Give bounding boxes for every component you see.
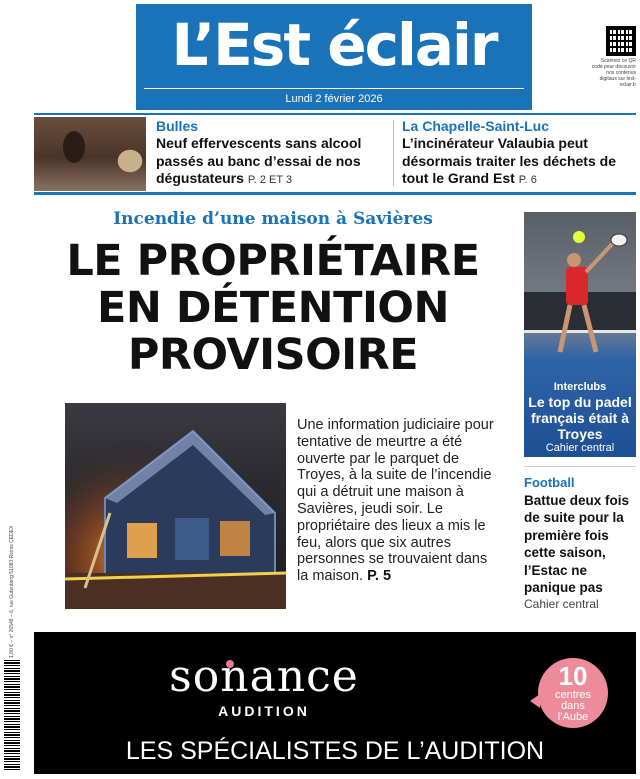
teaser-headline: Neuf effervescents sans alcool passés au banc d’essai de nos dégustateurs bbox=[156, 135, 362, 186]
padel-kicker: Interclubs bbox=[553, 381, 607, 393]
padel-section: Cahier central bbox=[545, 442, 615, 454]
bubble-line: dans bbox=[561, 700, 585, 712]
qr-code-icon[interactable] bbox=[606, 26, 636, 56]
price-imprint: 1,80 € – n° 26548 – 6, rue Gutenberg 51083 Reims CEDEX bbox=[9, 525, 15, 658]
teaser-bottom-rule bbox=[34, 192, 636, 195]
ad-subbrand: AUDITION bbox=[218, 703, 310, 719]
main-headline[interactable] bbox=[34, 238, 512, 379]
teaser-page-ref: P. 6 bbox=[518, 174, 537, 186]
padel-caption bbox=[524, 381, 636, 455]
teaser-kicker: La Chapelle-Saint-Luc bbox=[402, 118, 550, 134]
newspaper-title: L’Est éclair bbox=[171, 11, 497, 79]
main-story-kicker[interactable]: Incendie d’une maison à Savières bbox=[113, 209, 433, 229]
bubble-number: 10 bbox=[558, 661, 588, 691]
masthead-rule bbox=[144, 88, 524, 89]
teaser-divider bbox=[393, 120, 394, 186]
teaser-kicker: Bulles bbox=[156, 118, 199, 134]
football-section: Cahier central bbox=[524, 597, 599, 612]
ad-centres-bubble bbox=[538, 658, 608, 728]
padel-story[interactable] bbox=[524, 212, 636, 457]
issue-date: Lundi 2 février 2026 bbox=[285, 93, 383, 105]
padel-title: Le top du padel français était à Troyes bbox=[528, 394, 632, 442]
football-kicker: Football bbox=[524, 475, 575, 490]
tasting-photo[interactable] bbox=[34, 117, 146, 191]
ad-tagline: LES SPÉCIALISTES DE L’AUDITION bbox=[125, 737, 545, 765]
bubble-line: centres bbox=[554, 689, 592, 701]
teaser-top-rule bbox=[34, 113, 636, 115]
teaser-page-ref: P. 2 ET 3 bbox=[247, 174, 293, 186]
sonance-advertisement[interactable] bbox=[34, 632, 636, 774]
teaser-text bbox=[402, 135, 634, 190]
football-story[interactable] bbox=[524, 474, 636, 612]
teaser-headline: L’incinérateur Valaubia peut désormais traiter les déchets de tout le Grand Est bbox=[402, 135, 616, 186]
headline-line: PROVISOIRE bbox=[127, 330, 419, 380]
main-lead bbox=[297, 417, 500, 585]
football-title: Battue deux fois de suite pour la première fois cette saison, l’Estac ne panique pas bbox=[524, 493, 630, 596]
teaser-incinerator[interactable] bbox=[402, 117, 634, 190]
lead-text: Une information judiciaire pour tentative de meurtre a été ouverte par le parquet de Troyes, à la suite de l’incendie qui a détruit une maison à Savières, jeudi soir. Le propriétaire des lieux a mis le feu, alors que six autres personnes se trouvaient dans la maison. bbox=[297, 417, 494, 585]
masthead[interactable] bbox=[136, 4, 532, 110]
lead-page-ref: P. 5 bbox=[367, 568, 392, 585]
bubble-line: l’Aube bbox=[557, 711, 589, 723]
headline-line: LE PROPRIÉTAIRE bbox=[66, 236, 480, 286]
qr-caption: Scannez ce QR code pour découvrir nos contenus digitaux sur lest-eclair.fr bbox=[591, 58, 636, 88]
headline-line: EN DÉTENTION bbox=[97, 283, 449, 333]
teaser-bubbles[interactable] bbox=[156, 117, 386, 190]
house-fire-photo[interactable] bbox=[65, 403, 286, 609]
teaser-text bbox=[156, 135, 386, 190]
padel-player-illustration bbox=[524, 212, 636, 382]
right-column-divider bbox=[524, 466, 636, 467]
house-fire-illustration bbox=[65, 403, 286, 609]
ad-brand: sonance bbox=[169, 651, 359, 702]
barcode bbox=[4, 660, 20, 772]
